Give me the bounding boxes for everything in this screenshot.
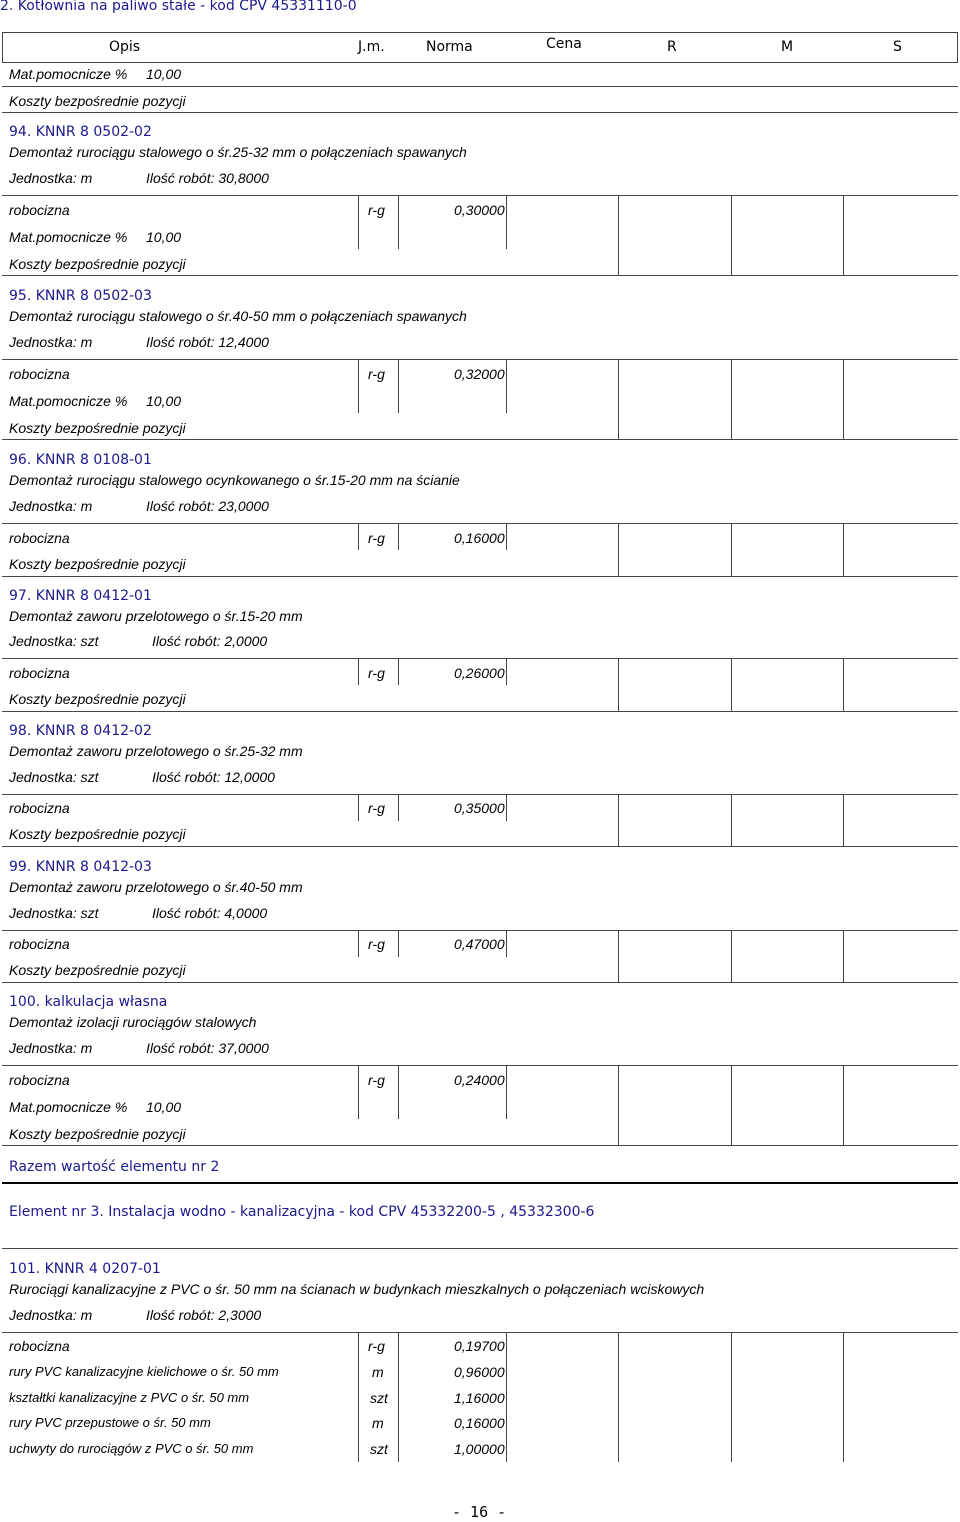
col-line (398, 1065, 399, 1119)
position-description: Demontaż zaworu przelotowego o śr.40-50 mm (9, 879, 303, 895)
col-line (843, 195, 844, 275)
position-heading: 98. KNNR 8 0412-02 (9, 723, 152, 739)
row-label: Mat.pomocnicze % (9, 66, 128, 82)
col-line (506, 930, 507, 957)
col-line (618, 523, 619, 576)
row-line (2, 86, 958, 87)
row-norma: 0,32000 (454, 366, 505, 382)
col-line (398, 930, 399, 957)
col-line (398, 794, 399, 821)
column-header-s: S (893, 39, 902, 55)
position-unit: Jednostka: m (9, 170, 93, 186)
col-line (506, 523, 507, 550)
row-line (2, 439, 958, 440)
row-norma: 0,35000 (454, 800, 505, 816)
position-unit: Jednostka: m (9, 498, 93, 514)
col-line (358, 1332, 359, 1462)
position-heading: 94. KNNR 8 0502-02 (9, 124, 152, 140)
row-norma: 0,19700 (454, 1338, 505, 1354)
position-heading: 100. kalkulacja własna (9, 994, 168, 1010)
row-jm: r-g (368, 800, 385, 816)
col-line (843, 1065, 844, 1145)
row-line (2, 523, 958, 524)
position-quantity: Ilość robót: 37,0000 (146, 1040, 269, 1056)
row-jm: szt (370, 1441, 388, 1457)
column-header-r: R (667, 39, 677, 55)
row-label: robocizna (9, 1072, 70, 1088)
row-label: Koszty bezpośrednie pozycji (9, 691, 186, 707)
row-label: robocizna (9, 202, 70, 218)
header-bottom-line (2, 62, 958, 63)
col-line (618, 930, 619, 982)
position-heading: 97. KNNR 8 0412-01 (9, 588, 152, 604)
col-line (843, 794, 844, 846)
row-jm: r-g (368, 665, 385, 681)
row-label: robocizna (9, 366, 70, 382)
row-line (2, 930, 958, 931)
column-header-norma: Norma (426, 39, 473, 55)
row-label: Koszty bezpośrednie pozycji (9, 420, 186, 436)
col-line (843, 1332, 844, 1462)
col-line (398, 195, 399, 249)
row-label: Koszty bezpośrednie pozycji (9, 962, 186, 978)
position-quantity: Ilość robót: 12,4000 (146, 334, 269, 350)
col-line (398, 658, 399, 685)
row-line (2, 1248, 958, 1249)
position-quantity: Ilość robót: 23,0000 (146, 498, 269, 514)
col-line (358, 1065, 359, 1119)
col-line (618, 794, 619, 846)
position-unit: Jednostka: m (9, 334, 93, 350)
row-percent: 10,00 (146, 66, 182, 82)
position-unit: Jednostka: szt (9, 633, 99, 649)
row-norma: 1,16000 (454, 1390, 505, 1406)
col-line (506, 1332, 507, 1462)
position-quantity: Ilość robót: 2,3000 (146, 1307, 262, 1323)
row-line (2, 658, 958, 659)
row-label: robocizna (9, 665, 70, 681)
header-top-line (2, 32, 958, 33)
col-line (843, 359, 844, 439)
column-header-jm: J.m. (358, 39, 385, 55)
col-line (398, 523, 399, 550)
row-jm: r-g (368, 1072, 385, 1088)
row-line (2, 1065, 958, 1066)
row-norma: 0,26000 (454, 665, 505, 681)
row-percent: 10,00 (146, 393, 182, 409)
row-norma: 0,96000 (454, 1364, 505, 1380)
row-jm: r-g (368, 366, 385, 382)
row-label: rury PVC przepustowe o śr. 50 mm (9, 1415, 211, 1430)
row-label: kształtki kanalizacyjne z PVC o śr. 50 mm (9, 1390, 250, 1405)
column-header-cena: Cena (546, 36, 582, 52)
col-line (618, 195, 619, 275)
element-total-label: Razem wartość elementu nr 2 (9, 1159, 220, 1175)
position-description: Demontaż zaworu przelotowego o śr.25-32 mm (9, 743, 303, 759)
position-heading: 96. KNNR 8 0108-01 (9, 452, 152, 468)
row-line (2, 846, 958, 847)
col-line (358, 195, 359, 249)
row-label: Koszty bezpośrednie pozycji (9, 556, 186, 572)
row-jm: r-g (368, 1338, 385, 1354)
position-description: Demontaż zaworu przelotowego o śr.15-20 mm (9, 608, 303, 624)
position-description: Demontaż rurociągu stalowego o śr.25-32 mm o połączeniach spawanych (9, 144, 467, 160)
element-header: Element nr 3. Instalacja wodno - kanalizacyjna - kod CPV 45332200-5 , 45332300-6 (9, 1204, 595, 1220)
col-line (506, 195, 507, 249)
row-jm: szt (370, 1390, 388, 1406)
position-quantity: Ilość robót: 4,0000 (152, 905, 268, 921)
col-line (618, 1065, 619, 1145)
row-norma: 1,00000 (454, 1441, 505, 1457)
col-line (506, 359, 507, 413)
col-line (731, 794, 732, 846)
row-jm: r-g (368, 202, 385, 218)
col-line (398, 1332, 399, 1462)
row-norma: 0,16000 (454, 530, 505, 546)
row-norma: 0,24000 (454, 1072, 505, 1088)
column-header-opis: Opis (109, 39, 141, 55)
col-line (731, 359, 732, 439)
total-line (2, 1182, 958, 1184)
col-line (843, 658, 844, 711)
position-quantity: Ilość robót: 30,8000 (146, 170, 269, 186)
header-right-border (957, 32, 958, 62)
position-quantity: Ilość robót: 12,0000 (152, 769, 275, 785)
row-label: Koszty bezpośrednie pozycji (9, 93, 186, 109)
row-label: Mat.pomocnicze % (9, 229, 128, 245)
col-line (731, 1065, 732, 1145)
row-line (2, 1145, 958, 1146)
row-label: robocizna (9, 800, 70, 816)
row-label: Mat.pomocnicze % (9, 1099, 128, 1115)
col-line (731, 658, 732, 711)
row-label: Mat.pomocnicze % (9, 393, 128, 409)
col-line (843, 523, 844, 576)
position-description: Demontaż izolacji rurociągów stalowych (9, 1014, 257, 1030)
col-line (618, 359, 619, 439)
position-description: Demontaż rurociągu stalowego ocynkowanego o śr.15-20 mm na ścianie (9, 472, 460, 488)
column-header-m: M (781, 39, 794, 55)
col-line (618, 1332, 619, 1462)
row-norma: 0,16000 (454, 1415, 505, 1431)
row-label: robocizna (9, 936, 70, 952)
row-line (2, 112, 958, 113)
row-jm: m (372, 1415, 384, 1431)
row-label: Koszty bezpośrednie pozycji (9, 826, 186, 842)
row-line (2, 982, 958, 983)
col-line (358, 930, 359, 957)
row-norma: 0,30000 (454, 202, 505, 218)
row-line (2, 275, 958, 276)
col-line (358, 359, 359, 413)
position-heading: 95. KNNR 8 0502-03 (9, 288, 152, 304)
row-percent: 10,00 (146, 1099, 182, 1115)
row-label: robocizna (9, 1338, 70, 1354)
col-line (731, 1332, 732, 1462)
row-line (2, 195, 958, 196)
row-norma: 0,47000 (454, 936, 505, 952)
col-line (506, 794, 507, 821)
row-jm: r-g (368, 936, 385, 952)
row-line (2, 576, 958, 577)
page-title: 2. Kotłownia na paliwo stałe - kod CPV 45331110-0 (0, 0, 357, 14)
position-unit: Jednostka: m (9, 1307, 93, 1323)
col-line (731, 930, 732, 982)
col-line (506, 658, 507, 685)
row-line (2, 359, 958, 360)
row-label: Koszty bezpośrednie pozycji (9, 256, 186, 272)
col-line (618, 658, 619, 711)
position-quantity: Ilość robót: 2,0000 (152, 633, 268, 649)
position-unit: Jednostka: m (9, 1040, 93, 1056)
position-description: Rurociągi kanalizacyjne z PVC o śr. 50 mm na ścianach w budynkach mieszkalnych o połączeniach wciskowych (9, 1281, 705, 1297)
row-label: Koszty bezpośrednie pozycji (9, 1126, 186, 1142)
col-line (358, 523, 359, 550)
row-line (2, 1332, 958, 1333)
col-line (506, 1065, 507, 1119)
position-heading: 99. KNNR 8 0412-03 (9, 859, 152, 875)
row-label: rury PVC kanalizacyjne kielichowe o śr. 50 mm (9, 1364, 279, 1379)
col-line (843, 930, 844, 982)
row-jm: r-g (368, 530, 385, 546)
row-line (2, 794, 958, 795)
position-unit: Jednostka: szt (9, 769, 99, 785)
col-line (731, 523, 732, 576)
row-label: uchwyty do rurociągów z PVC o śr. 50 mm (9, 1441, 254, 1456)
header-left-border (2, 32, 3, 62)
position-description: Demontaż rurociągu stalowego o śr.40-50 mm o połączeniach spawanych (9, 308, 467, 324)
position-heading: 101. KNNR 4 0207-01 (9, 1261, 161, 1277)
col-line (358, 658, 359, 685)
col-line (398, 359, 399, 413)
col-line (358, 794, 359, 821)
row-label: robocizna (9, 530, 70, 546)
row-line (2, 711, 958, 712)
row-jm: m (372, 1364, 384, 1380)
row-percent: 10,00 (146, 229, 182, 245)
position-unit: Jednostka: szt (9, 905, 99, 921)
col-line (731, 195, 732, 275)
page-number: - 16 - (452, 1503, 507, 1521)
